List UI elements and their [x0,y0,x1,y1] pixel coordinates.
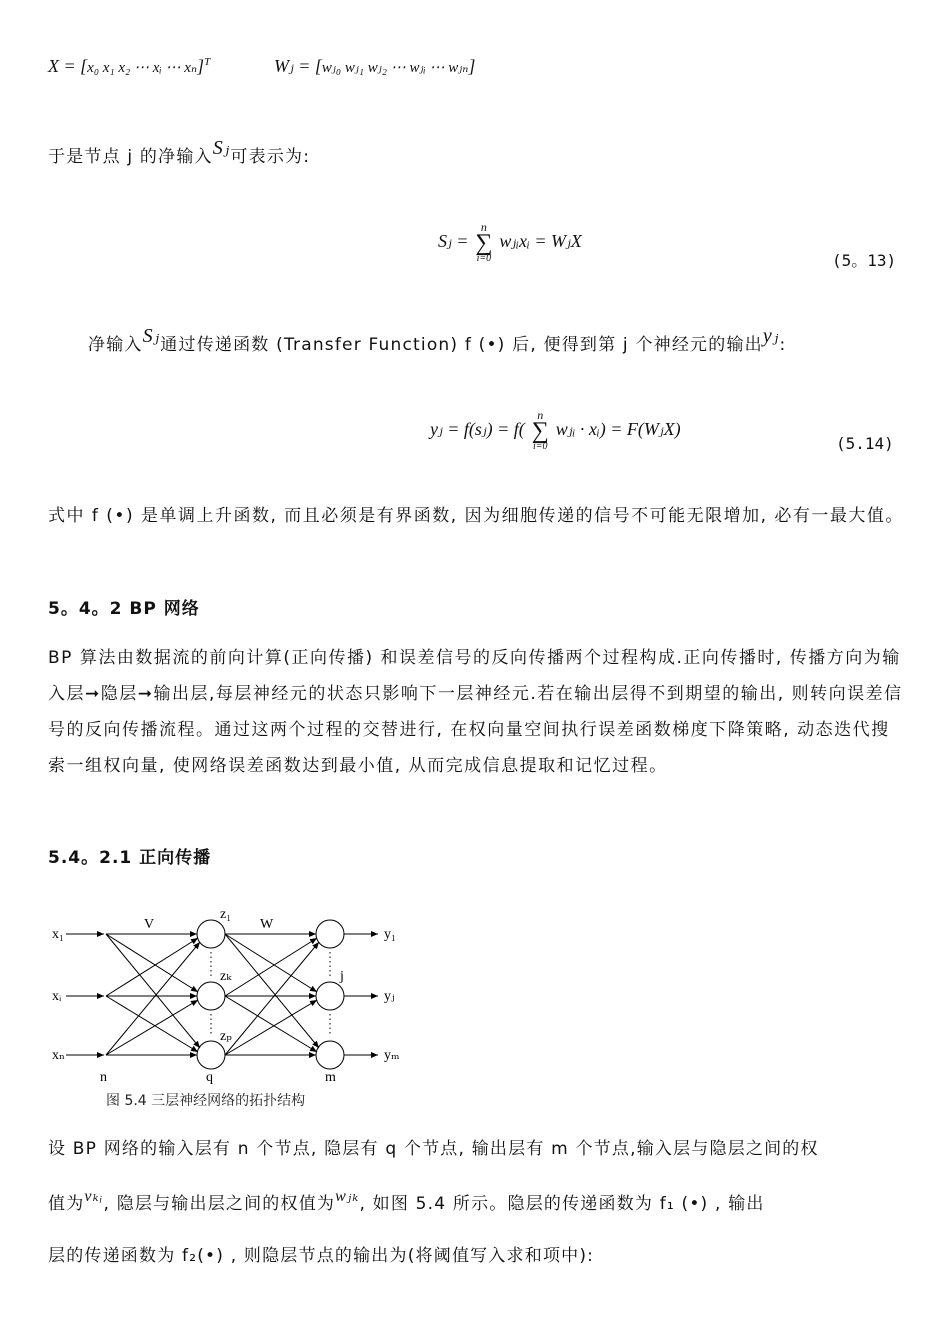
net-input-intro: 于是节点 j 的净输入Sⱼ可表示为: [48,137,311,167]
hidden-node-1 [197,920,225,948]
section-heading-bp-network: 5。4。2 BP 网络 [48,599,200,619]
transfer-function-sentence: 净输入Sⱼ通过传递函数 (Transfer Function) f (•) 后, 便得到第 j 个神经元的输出yⱼ: [88,325,787,355]
input-label-n: xₙ [52,1048,66,1063]
bp-algorithm-paragraph: BP 算法由数据流的前向计算(正向传播) 和误差信号的反向传播两个过程构成.正向传播时, 传播方向为输入层➞隐层➞输出层,每层神经元的状态只影响下一层神经元.若在输出层得不到期望的输出, 则转向误差信号的反向传播流程。通过这两个过程的交替进行, 在权向量空间执行误差函数梯度下降策略, 动态迭代搜索一组权向量, 使网络误差函数达到最小值, 从而完成信息提取和记忆过程。 [48,648,903,776]
bp-network-setup-line2: 值为vₖᵢ, 隐层与输出层之间的权值为wⱼₖ, 如图 5.4 所示。隐层的传递函数为 f₁ (•) , 输出 [48,1188,765,1214]
figure-caption: 图 5.4 三层神经网络的拓扑结构 [106,1093,306,1109]
output-node-1 [316,920,344,948]
layer-label-m: m [325,1070,336,1085]
output-label-1: y₁ [384,927,396,942]
output-node-m [316,1041,344,1069]
layer-label-n: n [100,1070,107,1085]
output-node-j [316,982,344,1010]
three-layer-network-diagram [48,900,428,1115]
input-label-1: x₁ [52,927,64,942]
weight-label-w: W [260,917,274,932]
vector-w-definition: Wⱼ = [wⱼ₀ wⱼ₁ wⱼ₂ ⋯ wⱼᵢ ⋯ wⱼₙ] [274,56,476,76]
monotonic-function-paragraph: 式中 f (•) 是单调上升函数, 而且必须是有界函数, 因为细胞传递的信号不可能无限增加, 必有一最大值。 [48,506,904,526]
bp-network-setup-line3: 层的传递函数为 f₂(•) , 则隐层节点的输出为(将阈值写入求和项中): [48,1246,595,1266]
hidden-node-k [197,982,225,1010]
layer-label-q: q [206,1070,213,1085]
hidden-label-p: zₚ [220,1029,232,1044]
input-label-i: xᵢ [52,989,62,1004]
output-label-j: yⱼ [384,989,395,1004]
section-heading-forward-propagation: 5.4。2.1 正向传播 [48,848,212,868]
bp-network-setup-line1: 设 BP 网络的输入层有 n 个节点, 隐层有 q 个节点, 输出层有 m 个节点,输入层与隐层之间的权 [48,1139,819,1159]
equation-number-5-14: (5.14) [836,434,894,453]
equation-number-5-13: (5。13) [832,251,897,270]
equation-5-14: yⱼ = f(sⱼ) = f( n ∑ i=0 wⱼᵢ · xᵢ) = F(WⱼX) [430,408,681,452]
hidden-label-1: z₁ [220,907,232,922]
weight-label-v: V [144,917,155,932]
vector-x-definition: X = [x₀ x₁ x₂ ⋯ xᵢ ⋯ xₙ]$^T$ [48,56,211,76]
output-label-m: yₘ [384,1048,400,1063]
equation-5-13: Sⱼ = n ∑ i=0 wⱼᵢxᵢ = WⱼX [438,220,582,264]
node-label-j: j [340,969,344,984]
hidden-node-q [197,1041,225,1069]
hidden-label-k: zₖ [220,969,232,984]
